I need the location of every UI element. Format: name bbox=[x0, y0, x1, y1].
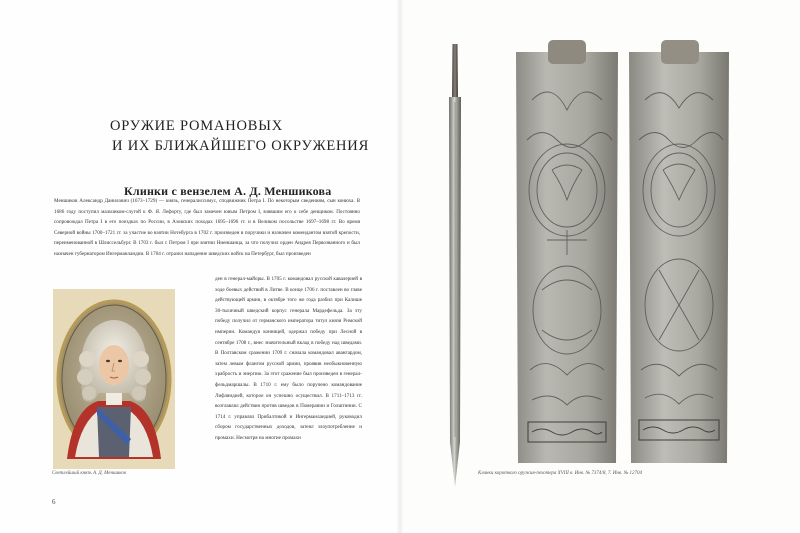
section-title bbox=[110, 116, 370, 156]
subtitle: Клинки с вензелем А. Д. Меншикова bbox=[124, 183, 332, 198]
blade-engraving-right bbox=[625, 40, 733, 463]
page-number: 6 bbox=[52, 498, 56, 506]
body-text-column bbox=[215, 274, 362, 444]
blades-caption: Клинки короткого оружия-пехотера XVIII в. Инв. № 7374/8, 7. Инв. № 12704 bbox=[478, 471, 643, 476]
engraved-blade-detail-left bbox=[512, 40, 622, 463]
portrait-caption: Светлейший князь А. Д. Меншиков bbox=[52, 471, 127, 476]
book-gutter bbox=[396, 0, 404, 533]
sword-illustration bbox=[440, 42, 470, 492]
body-paragraph-2: ден в генерал-майоры. В 1705 г. командовал русской кавалерией в ходе боевых действий в Литве. В конце 1706 г. поставлен во главе действующей армии, в октябре того же года разбил при Калише 30-тысячный шведский корпус генерала Мардефельда. За эту победу получил от германского императора титул князя Римской империи. Командуя конницей, одержал победу при Лесной в сентябре 1708 г., внес значительный вклад в победу над шведами. В Полтавском сражении 1709 г. сначала командовал авангардом, затем левым флангом русской армии, проявив необыкновенную храбрость и энергию. За этот сражение был произведен в генерал-фельдмаршалы. В 1710 г. ему было поручено командование Лифляндией, которое он успешно осуществил. В 1711–1713 гг. возглавлял действия против шведов в Померании и Голштинии. С 1714 г. управлял Прибалтикой и Ингерманландией, руководил сбором государственных доходов, затеял злоупотребление и промахи. Несмотря на многие промахи bbox=[215, 276, 362, 441]
body-text-full-width bbox=[54, 196, 360, 260]
section-title-line-2: И ИХ БЛИЖАЙШЕГО ОКРУЖЕНИЯ bbox=[112, 137, 370, 154]
section-title-line-1: ОРУЖИЕ РОМАНОВЫХ bbox=[110, 117, 283, 134]
body-paragraph-1: Меншиков Александр Данилович (1673–1729) — князь, генералиссимус, сподвижник Петра I. По некоторым сведениям, сын конюха. В 1686 году поступил мальчиком-слугой к Ф. Я. Лефорту, где был замечен юным Петром I, взявшим его к себе денщиком. Постоянно сопровождал Петра I в его поездках по России, в Азовских походах 1695–1696 гг. и в Великом посольстве 1697–1698 гг. Во время Северной войны 1700–1721 гг. за участие во взятии Нотебурга в 1702 г. произведен в поручики и назначен комендантом взятой крепости, переименованной в Шлиссельбург. В 1703 г. был с Петром I при взятии Ниеншанца, за что получил орден Андрея Первозванного и был назначен губернатором Ингерманландии. В 1704 г. отразил нападение шведских войск на Петербург, был произведен bbox=[54, 198, 360, 257]
sword-full-view bbox=[440, 42, 470, 492]
engraved-blade-detail-right bbox=[625, 40, 733, 463]
blade-engraving-left bbox=[512, 40, 622, 463]
portrait-illustration bbox=[53, 289, 175, 469]
menshikov-portrait bbox=[53, 289, 175, 469]
